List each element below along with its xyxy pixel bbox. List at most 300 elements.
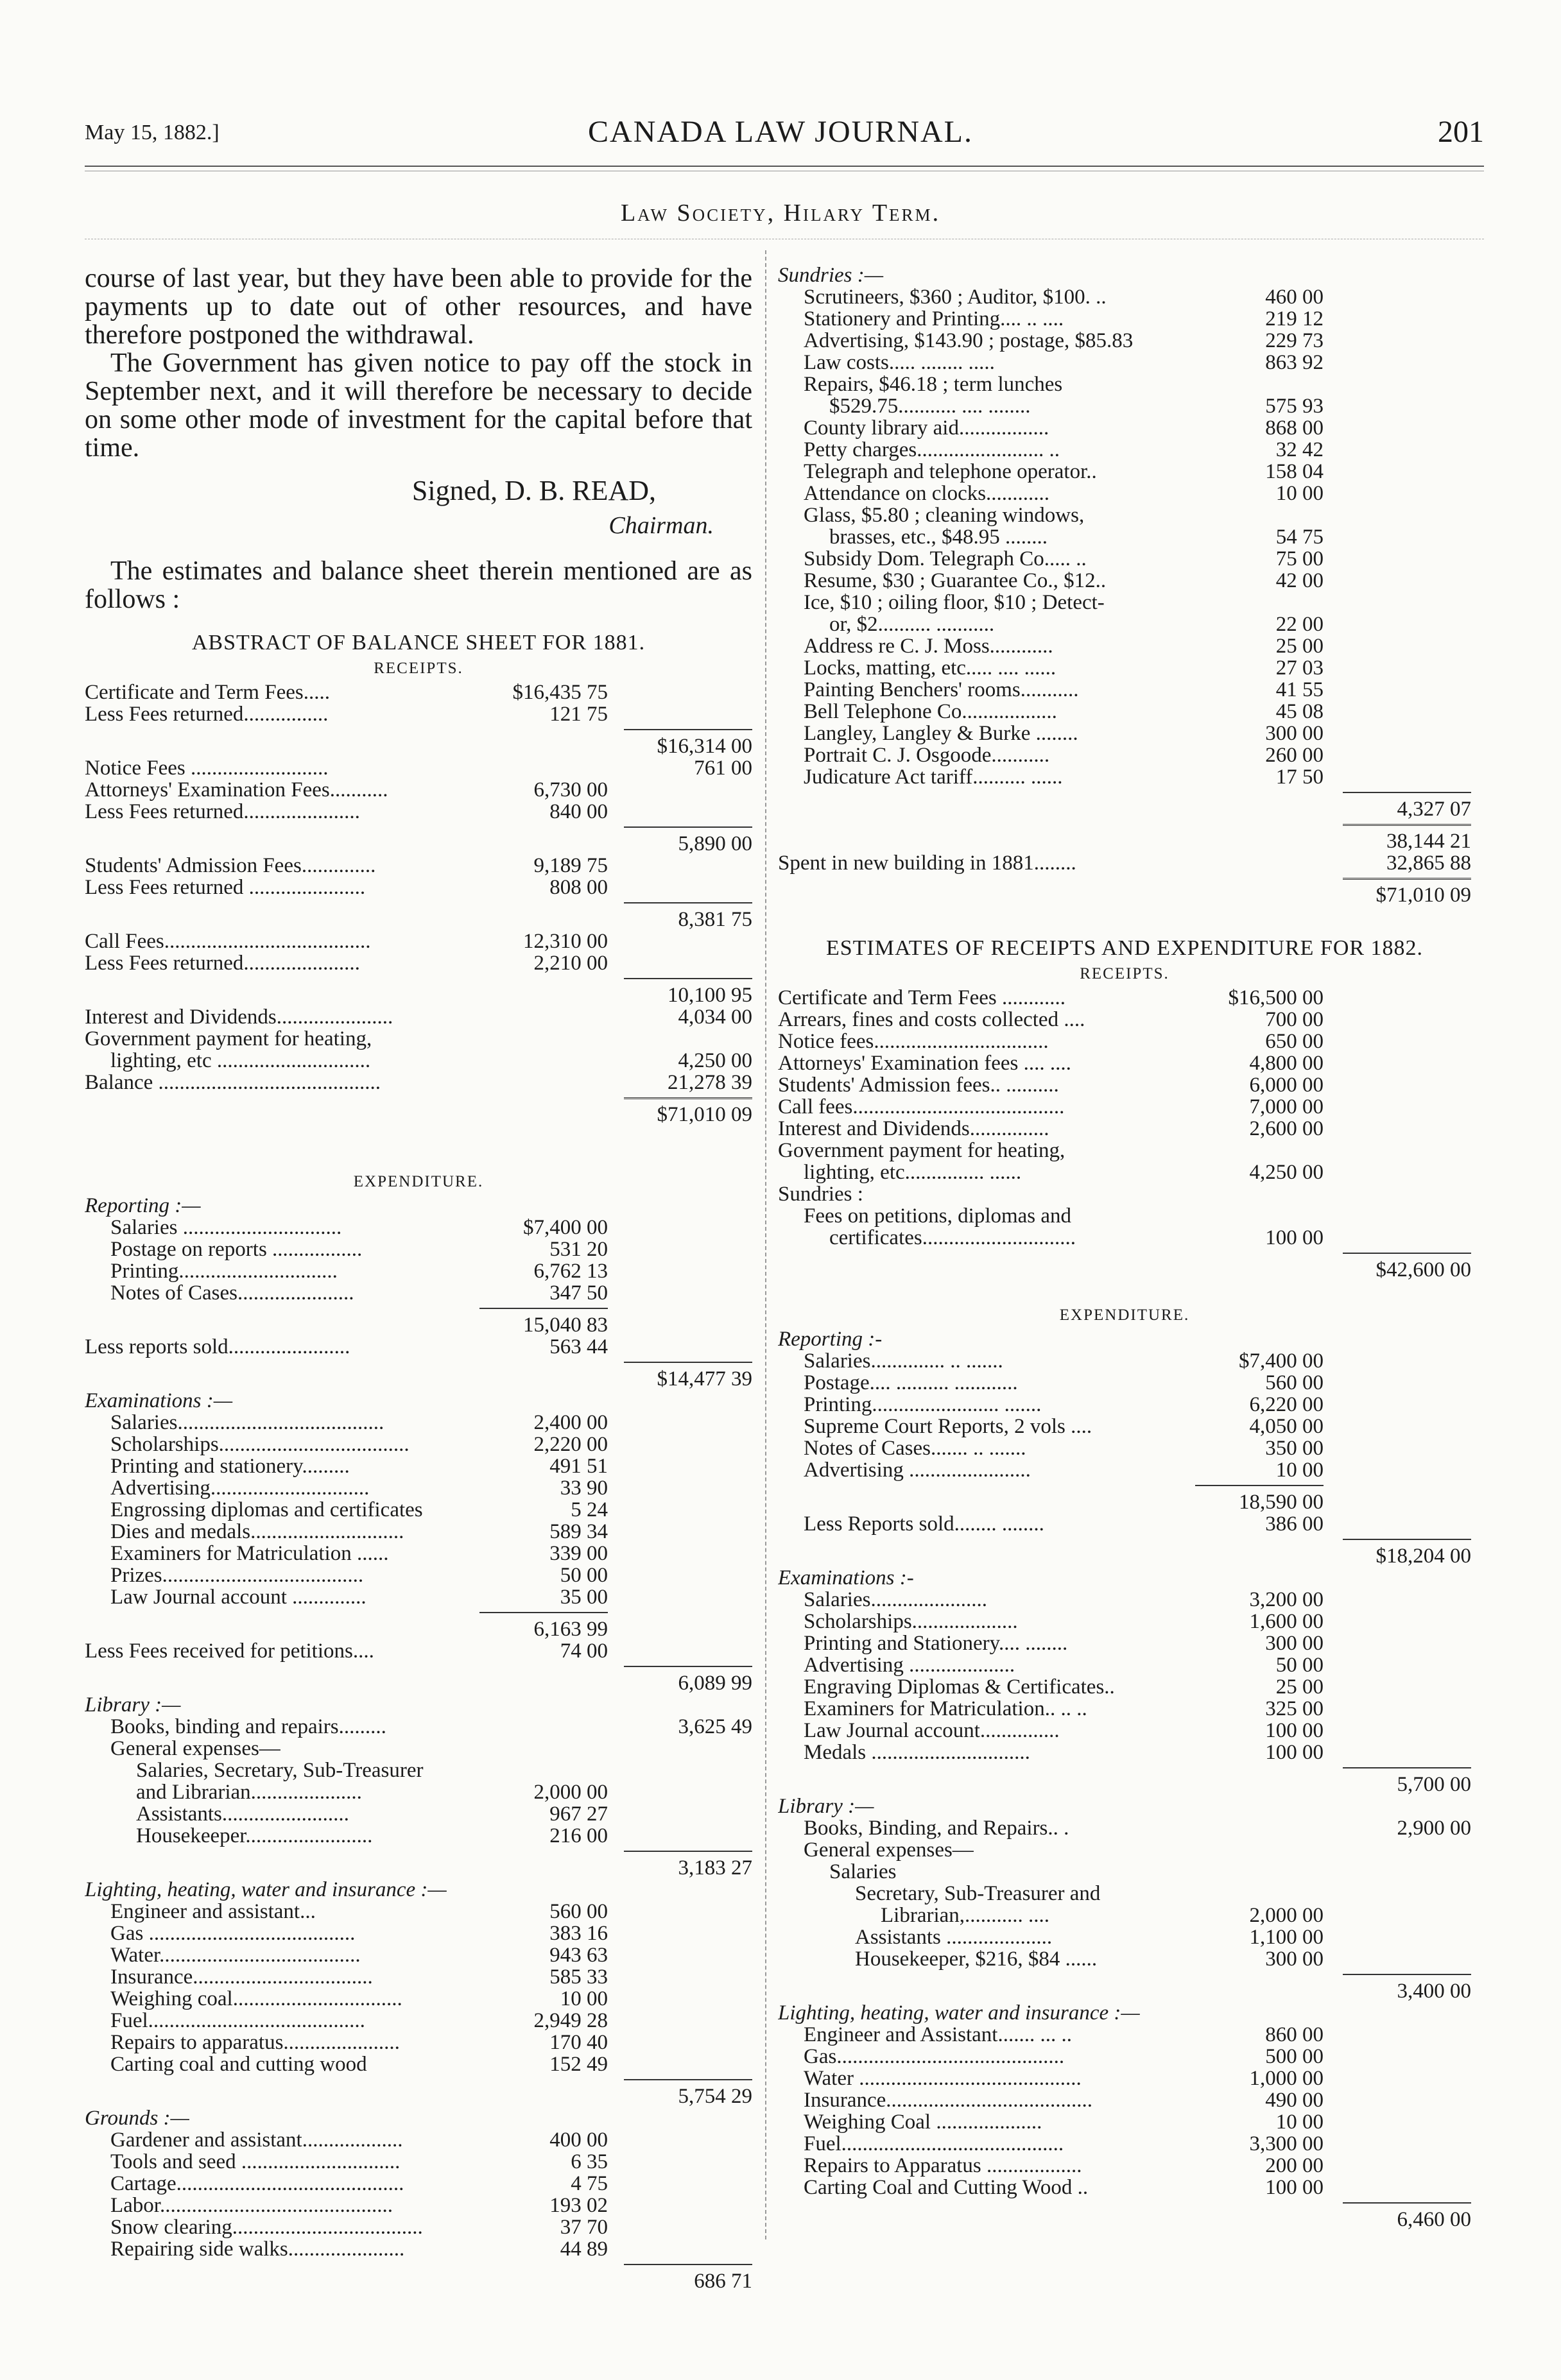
- ledger-row: [85, 1028, 752, 1050]
- ledger-total: $14,477 39: [657, 1367, 752, 1391]
- ledger-label: Printing..............................: [110, 1260, 338, 1282]
- report-paragraph-2: The Government has given notice to pay off the stock in September next, and it will therefore be necessary to decide on some other mode of investment for the capital before that time.: [85, 348, 752, 463]
- ledger-label: Advertising, $143.90 ; postage, $85.83: [804, 330, 1134, 352]
- ledger-label: Water ..........................................: [804, 2068, 1082, 2089]
- ledger-row: [85, 1672, 752, 1694]
- ledger-label: Law Journal account ..............: [110, 1586, 367, 1608]
- ledger-label: Ice, $10 ; oiling floor, $10 ; Detect-: [804, 592, 1105, 613]
- ledger-row: [778, 2068, 1471, 2089]
- ledger-row: [778, 1567, 1471, 1589]
- ledger-amount: 1,600 00: [1249, 1610, 1324, 1633]
- ledger-row: [778, 766, 1471, 788]
- ledger-amount: 575 93: [1265, 395, 1324, 418]
- ledger-row: [85, 855, 752, 877]
- ledger-label: certificates.............................: [829, 1227, 1076, 1249]
- ledger-row: [85, 681, 752, 703]
- ledger-label: Examiners for Matriculation ......: [110, 1543, 389, 1564]
- sundries-ledger: [778, 264, 1471, 906]
- ledger-label: Attendance on clocks............: [804, 483, 1050, 504]
- ledger-label: Law Journal account...............: [804, 1720, 1060, 1742]
- expenditure-ledger: [85, 1195, 752, 2292]
- ledger-amount: 339 00: [549, 1542, 608, 1565]
- ledger-amount: 27 03: [1275, 656, 1324, 680]
- ledger-row: [85, 1195, 752, 1217]
- ledger-amount: 4,800 00: [1249, 1052, 1324, 1075]
- ledger-label: Attorneys' Examination Fees...........: [85, 779, 388, 801]
- ledger-amount: 75 00: [1275, 547, 1324, 570]
- ledger-row: [778, 1205, 1471, 1227]
- report-paragraph-3: The estimates and balance sheet therein mentioned are as follows :: [85, 556, 752, 614]
- estimates-expenditure-ledger: [778, 1328, 1471, 2230]
- ledger-label: Insurance.......................................: [804, 2089, 1093, 2111]
- ledger-row: [85, 1477, 752, 1499]
- ledger-row: [85, 2216, 752, 2238]
- ledger-row: [778, 830, 1471, 852]
- ledger-row: [778, 2133, 1471, 2155]
- ledger-label: lighting, etc .............................: [110, 1050, 371, 1072]
- ledger-row: [85, 1314, 752, 1336]
- ledger-row: [85, 930, 752, 952]
- ledger-amount: 45 08: [1275, 700, 1324, 723]
- ledger-label: Lighting, heating, water and insurance :—: [85, 1879, 447, 1901]
- ledger-row: [85, 1825, 752, 1847]
- ledger-amount: 300 00: [1265, 722, 1324, 745]
- ledger-row: [778, 1259, 1471, 1281]
- ledger-amount: 25 00: [1275, 635, 1324, 658]
- ledger-row: [85, 1944, 752, 1966]
- ledger-amount: 193 02: [549, 2194, 608, 2217]
- ledger-row: [85, 2151, 752, 2173]
- ledger-amount: 2,210 00: [533, 952, 608, 975]
- ledger-row: [778, 1437, 1471, 1459]
- ledger-row: [778, 1905, 1471, 1926]
- ledger-row: [778, 1052, 1471, 1074]
- signature-role: Chairman.: [608, 512, 714, 539]
- ledger-amount: 41 55: [1275, 678, 1324, 701]
- ledger-row: [778, 330, 1471, 352]
- ledger-amount: 33 90: [560, 1477, 608, 1500]
- ledger-row: [85, 1455, 752, 1477]
- ledger-label: Insurance..................................: [110, 1966, 373, 1988]
- ledger-label: Salaries.............. .. .......: [804, 1350, 1003, 1372]
- ledger-amount: 44 89: [560, 2238, 608, 2261]
- ledger-label: Library :—: [778, 1795, 874, 1817]
- ledger-label: Balance ..........................................: [85, 1072, 381, 1093]
- ledger-label: Labor............................................: [110, 2195, 393, 2216]
- ledger-label: Salaries: [829, 1861, 897, 1883]
- ledger-total: 10,100 95: [668, 984, 752, 1007]
- ledger-row: [778, 1140, 1471, 1161]
- ledger-row: [778, 1839, 1471, 1861]
- ledger-amount: 15,040 83: [523, 1314, 608, 1337]
- ledger-row: [778, 352, 1471, 373]
- ledger-amount: 12,310 00: [523, 930, 608, 953]
- ledger-amount: 50 00: [1275, 1654, 1324, 1677]
- ledger-label: Lighting, heating, water and insurance :—: [778, 2002, 1140, 2024]
- ledger-label: Address re C. J. Moss............: [804, 635, 1053, 657]
- ledger-label: Printing........................ .......: [804, 1394, 1042, 1416]
- ledger-row: [85, 952, 752, 974]
- ledger-amount: 4 75: [571, 2172, 608, 2195]
- ledger-row: [85, 1050, 752, 1072]
- ledger-total: 3,400 00: [1397, 1980, 1471, 2003]
- ledger-row: [85, 1738, 752, 1759]
- ledger-amount: 868 00: [1265, 416, 1324, 440]
- ledger-row: [85, 1564, 752, 1586]
- ledger-amount: 325 00: [1265, 1697, 1324, 1720]
- header-date: May 15, 1882.]: [85, 121, 220, 144]
- ledger-row: [85, 703, 752, 725]
- ledger-amount: 2,400 00: [533, 1411, 608, 1434]
- ledger-total: 5,890 00: [678, 832, 752, 855]
- left-column: [85, 264, 752, 2292]
- ledger-label: Langley, Langley & Burke ........: [804, 723, 1078, 744]
- ledger-row: [778, 1817, 1471, 1839]
- ledger-amount: 300 00: [1265, 1632, 1324, 1655]
- ledger-label: Bell Telephone Co..................: [804, 701, 1057, 723]
- ledger-label: Carting Coal and Cutting Wood ..: [804, 2177, 1089, 2198]
- ledger-row: [778, 1009, 1471, 1031]
- ledger-label: Repairs, $46.18 ; term lunches: [804, 373, 1063, 395]
- ledger-row: [85, 1217, 752, 1238]
- ledger-amount: 100 00: [1265, 1226, 1324, 1249]
- ledger-total: 5,754 29: [678, 2085, 752, 2108]
- ledger-label: Arrears, fines and costs collected ....: [778, 1009, 1085, 1031]
- ledger-amount: 200 00: [1265, 2154, 1324, 2177]
- receipts-ledger: [85, 681, 752, 1126]
- ledger-row: [85, 1694, 752, 1716]
- ledger-amount: 35 00: [560, 1586, 608, 1609]
- ledger-row: [778, 395, 1471, 417]
- ledger-label: Dies and medals.............................: [110, 1521, 404, 1543]
- ledger-rule: [85, 2075, 752, 2085]
- ledger-label: Supreme Court Reports, 2 vols ....: [804, 1416, 1092, 1437]
- ledger-row: [778, 987, 1471, 1009]
- ledger-label: Gas .......................................: [110, 1922, 356, 1944]
- ledger-row: [85, 1901, 752, 1922]
- ledger-row: [778, 1031, 1471, 1052]
- ledger-amount: 6,000 00: [1249, 1074, 1324, 1097]
- ledger-label: Notice fees.................................: [778, 1031, 1049, 1052]
- ledger-row: [778, 1328, 1471, 1350]
- ledger-label: Certificate and Term Fees ............: [778, 987, 1065, 1009]
- ledger-amount: 54 75: [1275, 526, 1324, 549]
- ledger-amount: $16,435 75: [512, 681, 608, 704]
- ledger-label: Prizes......................................: [110, 1564, 364, 1586]
- ledger-rule: [778, 1535, 1471, 1545]
- ledger-row: [778, 1183, 1471, 1205]
- ledger-label: Examinations :-: [778, 1567, 914, 1589]
- ledger-amount: 500 00: [1265, 2045, 1324, 2068]
- report-paragraph-1: course of last year, but they have been able to provide for the payments up to date out of other resources, and have therefore postponed the withdrawal.: [85, 264, 752, 350]
- ledger-row: [778, 1611, 1471, 1632]
- ledger-label: Assistants........................: [136, 1803, 349, 1825]
- ledger-row: [85, 2085, 752, 2107]
- ledger-total: $71,010 09: [657, 1103, 752, 1126]
- ledger-row: [778, 2155, 1471, 2177]
- ledger-rule: [778, 1763, 1471, 1774]
- ledger-amount: 152 49: [549, 2053, 608, 2076]
- ledger-row: [778, 1513, 1471, 1535]
- ledger-amount: 100 00: [1265, 2176, 1324, 2199]
- ledger-total: 6,089 99: [678, 1672, 752, 1695]
- ledger-row: [85, 1260, 752, 1282]
- ledger-rule: [778, 1970, 1471, 1980]
- ledger-amount: 386 00: [1265, 1512, 1324, 1536]
- ledger-rule: [85, 898, 752, 909]
- ledger-label: Advertising .......................: [804, 1459, 1031, 1481]
- ledger-total: 686 71: [694, 2270, 752, 2293]
- ledger-amount: 350 00: [1265, 1437, 1324, 1460]
- ledger-row: [778, 1742, 1471, 1763]
- ledger-label: Gas...........................................: [804, 2046, 1065, 2068]
- ledger-row: [85, 1803, 752, 1825]
- ledger-label: Medals ..............................: [804, 1742, 1030, 1763]
- ledger-label: Books, Binding, and Repairs.. .: [804, 1817, 1069, 1839]
- ledger-amount: 219 12: [1265, 307, 1324, 330]
- ledger-label: Fuel.........................................: [110, 2010, 365, 2032]
- ledger-row: [85, 1586, 752, 1608]
- ledger-row: [778, 2111, 1471, 2133]
- ledger-label: Salaries ..............................: [110, 1217, 342, 1238]
- ledger-amount: 840 00: [549, 800, 608, 823]
- estimates-receipts-ledger: [778, 987, 1471, 1281]
- ledger-row: [778, 701, 1471, 723]
- ledger-total: 38,144 21: [1386, 830, 1471, 853]
- ledger-row: [85, 757, 752, 779]
- ledger-label: Housekeeper........................: [136, 1825, 373, 1847]
- ledger-amount: 943 63: [549, 1944, 608, 1967]
- ledger-row: [85, 1716, 752, 1738]
- ledger-amount: 531 20: [549, 1238, 608, 1261]
- ledger-row: [778, 679, 1471, 701]
- ledger-label: Fees on petitions, diplomas and: [804, 1205, 1072, 1227]
- ledger-row: [85, 2173, 752, 2195]
- ledger-label: County library aid.................: [804, 417, 1049, 439]
- ledger-row: [778, 1676, 1471, 1698]
- ledger-label: brasses, etc., $48.95 ........: [829, 526, 1048, 548]
- ledger-row: [85, 1104, 752, 1126]
- ledger-row: [778, 1545, 1471, 1567]
- ledger-amount: 808 00: [549, 876, 608, 899]
- expenditure-heading: EXPENDITURE.: [353, 1173, 484, 1190]
- ledger-amount: 6,762 13: [533, 1260, 608, 1283]
- ledger-row: [778, 1720, 1471, 1742]
- ledger-total: 4,034 00: [678, 1006, 752, 1029]
- ledger-total: 761 00: [694, 757, 752, 780]
- ledger-amount: 560 00: [549, 1900, 608, 1923]
- ledger-amount: 37 70: [560, 2216, 608, 2239]
- ledger-amount: 400 00: [549, 2128, 608, 2152]
- ledger-row: [85, 1781, 752, 1803]
- ledger-row: [778, 852, 1471, 874]
- ledger-amount: 158 04: [1265, 460, 1324, 483]
- ledger-rule: [778, 2198, 1471, 2209]
- ledger-amount: 560 00: [1265, 1371, 1324, 1394]
- ledger-amount: 700 00: [1265, 1008, 1324, 1031]
- ledger-row: [85, 2032, 752, 2053]
- ledger-amount: 5 24: [571, 1498, 608, 1521]
- ledger-amount: 25 00: [1275, 1675, 1324, 1699]
- ledger-amount: 563 44: [549, 1335, 608, 1358]
- ledger-amount: 3,200 00: [1249, 1588, 1324, 1611]
- ledger-rule: [85, 1847, 752, 1857]
- ledger-row: [778, 2089, 1471, 2111]
- ledger-amount: 863 92: [1265, 351, 1324, 374]
- ledger-row: [85, 1879, 752, 1901]
- ledger-total: 21,278 39: [668, 1071, 752, 1094]
- ledger-label: Printing and stationery.........: [110, 1455, 350, 1477]
- ledger-row: [85, 1618, 752, 1640]
- ledger-row: [778, 798, 1471, 820]
- ledger-label: Call Fees.......................................: [85, 930, 371, 952]
- ledger-label: Notice Fees ..........................: [85, 757, 329, 779]
- ledger-amount: 100 00: [1265, 1719, 1324, 1742]
- ledger-label: Less Fees returned......................: [85, 801, 360, 823]
- ledger-label: lighting, etc............... ......: [804, 1161, 1022, 1183]
- ledger-row: [778, 1372, 1471, 1394]
- ledger-row: [778, 1416, 1471, 1437]
- ledger-row: [778, 417, 1471, 439]
- ledger-label: Cartage...........................................: [110, 2173, 404, 2195]
- ledger-label: Notes of Cases....... .. .......: [804, 1437, 1026, 1459]
- ledger-amount: 967 27: [549, 1802, 608, 1826]
- ledger-label: Library :—: [85, 1694, 181, 1716]
- ledger-label: Government payment for heating,: [85, 1028, 372, 1050]
- ledger-rule: [85, 1093, 752, 1104]
- ledger-amount: 50 00: [560, 1564, 608, 1587]
- ledger-label: Scholarships....................: [804, 1611, 1018, 1632]
- ledger-amount: 2,600 00: [1249, 1117, 1324, 1140]
- ledger-total: 8,381 75: [678, 908, 752, 931]
- ledger-row: [85, 2195, 752, 2216]
- ledger-row: [778, 286, 1471, 308]
- ledger-label: Resume, $30 ; Guarantee Co., $12..: [804, 570, 1107, 592]
- ledger-total: 3,183 27: [678, 1856, 752, 1879]
- section-subheading: Law Society, Hilary Term.: [620, 200, 941, 227]
- ledger-label: Grounds :—: [85, 2107, 189, 2129]
- ledger-amount: $16,500 00: [1228, 986, 1324, 1009]
- ledger-total: $42,600 00: [1376, 1258, 1471, 1281]
- ledger-total: 3,625 49: [678, 1715, 752, 1738]
- ledger-amount: 22 00: [1275, 613, 1324, 636]
- ledger-rule: [778, 788, 1471, 798]
- ledger-amount: 10 00: [560, 1987, 608, 2010]
- ledger-amount: 300 00: [1265, 1948, 1324, 1971]
- ledger-label: Books, binding and repairs.........: [110, 1716, 386, 1738]
- ledger-row: [85, 1238, 752, 1260]
- receipts-heading: RECEIPTS.: [374, 660, 463, 677]
- ledger-label: Reporting :—: [85, 1195, 201, 1217]
- ledger-amount: 170 40: [549, 2031, 608, 2054]
- ledger-row: [85, 1412, 752, 1434]
- ledger-rule: [85, 2260, 752, 2270]
- ledger-amount: 650 00: [1265, 1030, 1324, 1053]
- ledger-label: Students' Admission Fees..............: [85, 855, 376, 877]
- ledger-row: [85, 1499, 752, 1521]
- ledger-label: Advertising..............................: [110, 1477, 370, 1499]
- ledger-row: [778, 1948, 1471, 1970]
- ledger-amount: 2,000 00: [533, 1781, 608, 1804]
- ledger-amount: 1,000 00: [1249, 2067, 1324, 2090]
- ledger-total: 6,460 00: [1397, 2208, 1471, 2231]
- ledger-label: Postage on reports .................: [110, 1238, 363, 1260]
- ledger-amount: 6,220 00: [1249, 1393, 1324, 1416]
- ledger-total: 4,250 00: [678, 1049, 752, 1072]
- ledger-row: [778, 1632, 1471, 1654]
- ledger-label: Carting coal and cutting wood: [110, 2053, 367, 2075]
- ledger-label: Postage.... .......... ............: [804, 1372, 1018, 1394]
- ledger-row: [85, 1988, 752, 2010]
- ledger-amount: 74 00: [560, 1639, 608, 1663]
- ledger-label: Fuel..........................................: [804, 2133, 1064, 2155]
- ledger-amount: 6,163 99: [533, 1618, 608, 1641]
- ledger-row: [85, 1368, 752, 1390]
- ledger-row: [85, 1521, 752, 1543]
- ledger-rule: [85, 1608, 752, 1618]
- ledger-amount: 18,590 00: [1239, 1491, 1324, 1514]
- ledger-rule: [85, 1662, 752, 1672]
- ledger-label: Law costs..... ........ .....: [804, 352, 995, 373]
- ledger-rule: [778, 1481, 1471, 1491]
- ledger-label: Subsidy Dom. Telegraph Co..... ..: [804, 548, 1087, 570]
- ledger-amount: 32 42: [1275, 438, 1324, 461]
- ledger-label: Scrutineers, $360 ; Auditor, $100. ..: [804, 286, 1107, 308]
- ledger-row: [778, 613, 1471, 635]
- ledger-row: [778, 744, 1471, 766]
- ledger-rule: [778, 874, 1471, 884]
- ledger-label: Less Fees received for petitions....: [85, 1640, 374, 1662]
- ledger-total: 2,900 00: [1397, 1817, 1471, 1840]
- ledger-row: [778, 461, 1471, 483]
- ledger-label: Repairing side walks......................: [110, 2238, 405, 2260]
- ledger-row: [778, 592, 1471, 613]
- ledger-amount: 7,000 00: [1249, 1095, 1324, 1118]
- ledger-label: Examinations :—: [85, 1390, 233, 1412]
- ledger-amount: 3,300 00: [1249, 2132, 1324, 2155]
- ledger-label: Reporting :-: [778, 1328, 883, 1350]
- ledger-amount: $7,400 00: [523, 1216, 608, 1239]
- right-column: [778, 264, 1471, 2230]
- ledger-rule: [85, 823, 752, 833]
- ledger-label: Scholarships....................................: [110, 1434, 410, 1455]
- ledger-row: [778, 373, 1471, 395]
- ledger-row: [85, 909, 752, 930]
- ledger-row: [778, 1491, 1471, 1513]
- ledger-label: Portrait C. J. Osgoode...........: [804, 744, 1050, 766]
- ledger-amount: 860 00: [1265, 2023, 1324, 2046]
- ledger-amount: 2,949 28: [533, 2009, 608, 2032]
- ledger-label: Certificate and Term Fees.....: [85, 681, 330, 703]
- ledger-label: Librarian,........... ....: [881, 1905, 1050, 1926]
- ledger-row: [778, 1589, 1471, 1611]
- ledger-amount: 121 75: [549, 703, 608, 726]
- ledger-row: [85, 2053, 752, 2075]
- ledger-row: [85, 779, 752, 801]
- ledger-label: Interest and Dividends......................: [85, 1006, 393, 1028]
- ledger-row: [85, 2238, 752, 2260]
- ledger-row: [778, 1161, 1471, 1183]
- ledger-row: [778, 1118, 1471, 1140]
- ledger-row: [778, 264, 1471, 286]
- ledger-row: [778, 2209, 1471, 2230]
- ledger-row: [778, 1350, 1471, 1372]
- ledger-label: Painting Benchers' rooms...........: [804, 679, 1079, 701]
- ledger-row: [85, 1857, 752, 1879]
- ledger-label: or, $2.......... ...........: [829, 613, 995, 635]
- ledger-amount: 589 34: [549, 1520, 608, 1543]
- ledger-row: [778, 1926, 1471, 1948]
